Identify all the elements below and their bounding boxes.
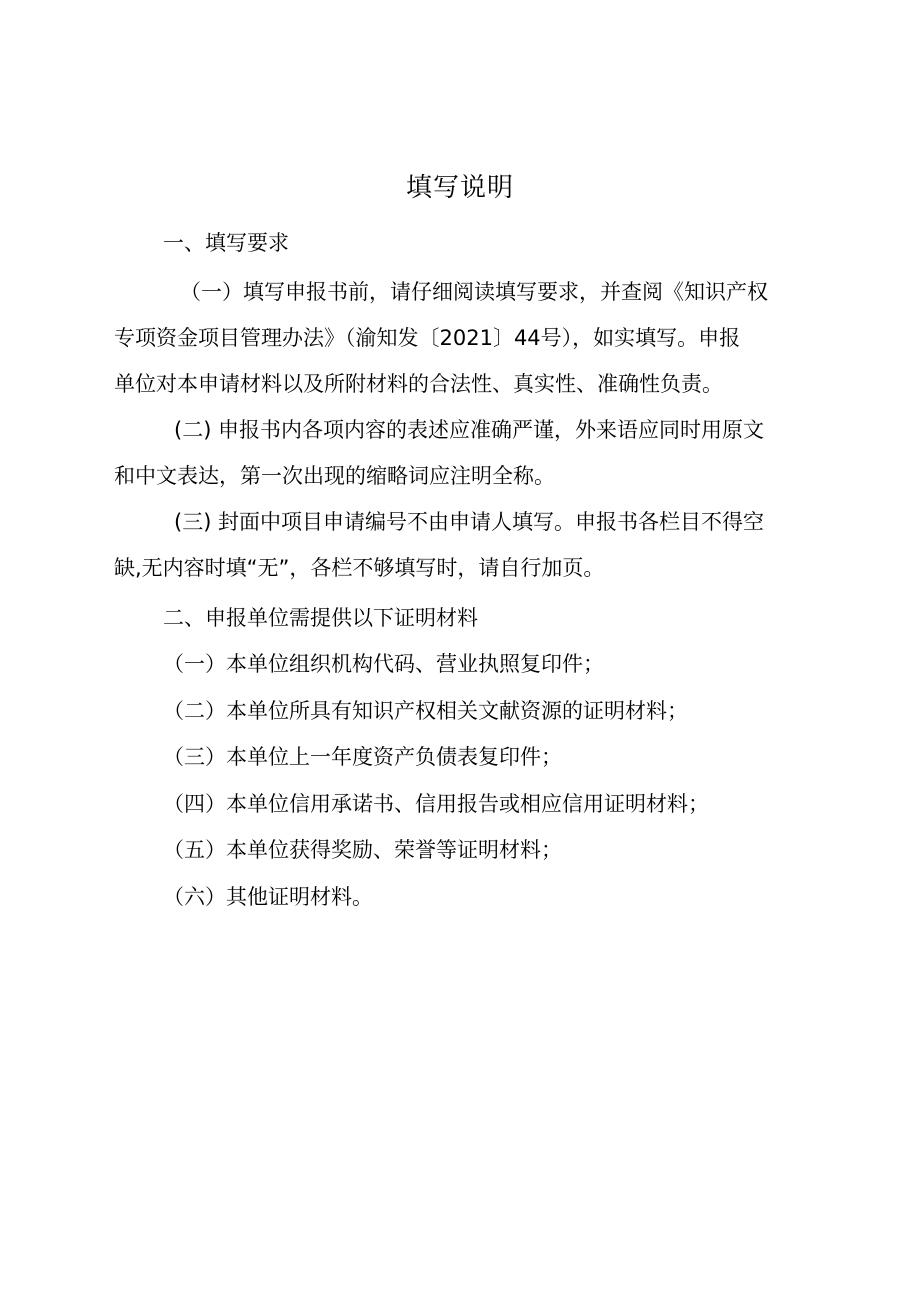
paragraph-line: （一）填写申报书前，请仔细阅读填写要求，并查阅《知识产权 [180, 280, 768, 304]
paragraph-line: (二) 申报书内各项内容的表述应准确严谨，外来语应同时用原文 [174, 418, 765, 442]
list-item: （五）本单位获得奖励、荣誉等证明材料； [163, 838, 562, 862]
paragraph-line: 和中文表达，第一次出现的缩略词应注明全称。 [114, 464, 555, 488]
paragraph-cover-number [114, 499, 826, 591]
section-heading-materials: 二、申报单位需提供以下证明材料 [163, 606, 478, 630]
list-item: （四）本单位信用承诺书、信用报告或相应信用证明材料； [163, 792, 709, 816]
section-heading-requirements: 一、填写要求 [163, 231, 289, 255]
paragraph-line: (三) 封面中项目申请编号不由申请人填写。申报书各栏目不得空 [174, 510, 765, 534]
list-item: （二）本单位所具有知识产权相关文献资源的证明材料； [163, 699, 688, 723]
paragraph-content-wording [114, 407, 826, 499]
list-item: （三）本单位上一年度资产负债表复印件； [163, 745, 562, 769]
paragraph-line: 缺,无内容时填“无”，各栏不够填写时，请自行加页。 [114, 556, 605, 580]
list-item: （一）本单位组织机构代码、营业执照复印件； [163, 652, 604, 676]
page-title: 填写说明 [405, 173, 514, 203]
paragraph-line: 单位对本申请材料以及所附材料的合法性、真实性、准确性负责。 [114, 372, 723, 396]
list-item: （六）其他证明材料。 [163, 885, 373, 909]
paragraph-line: 专项资金项目管理办法》（渝知发〔2021〕44号），如实填写。申报 [114, 326, 741, 350]
paragraph-fill-instructions [114, 269, 826, 407]
